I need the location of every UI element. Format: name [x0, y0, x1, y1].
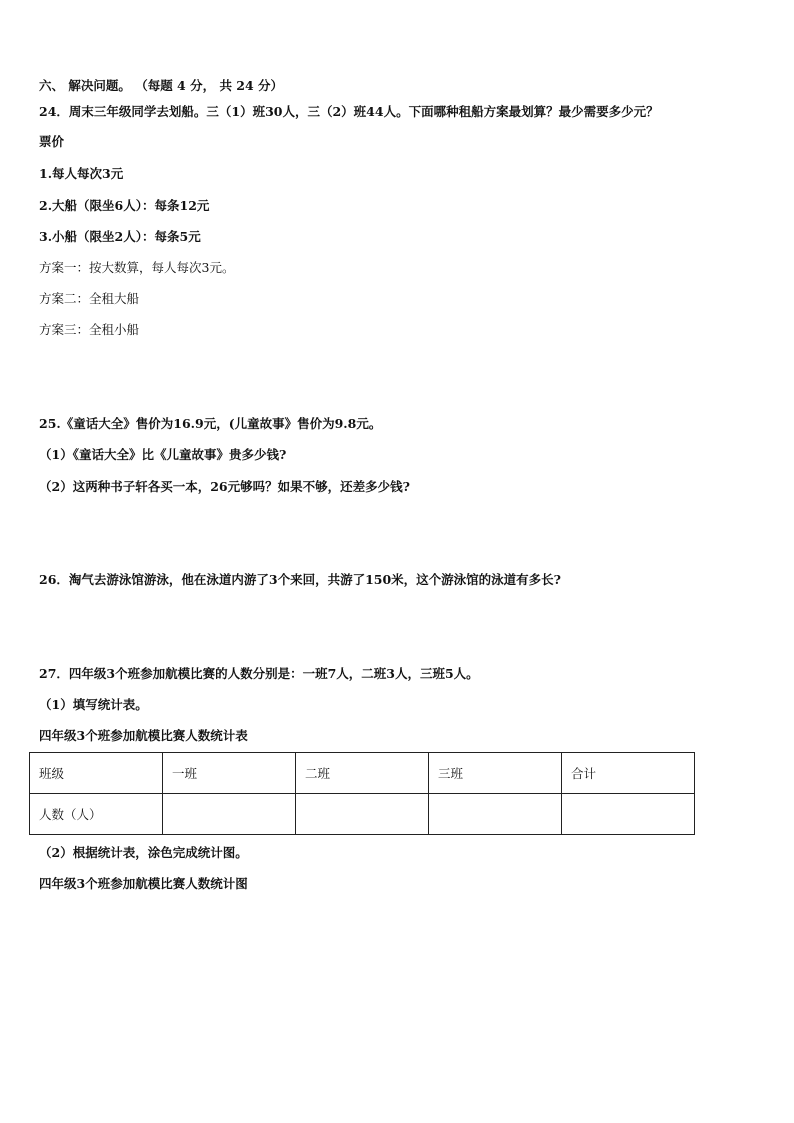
price-item-2: 2.大船（限坐6人）：每条12元 — [39, 198, 210, 213]
question-27-sub1: （1）填写统计表。 — [39, 697, 148, 712]
plan-3: 方案三：全租小船 — [39, 322, 140, 337]
table-header-cell: 一班 — [163, 753, 296, 794]
question-27-sub2: （2）根据统计表，涂色完成统计图。 — [39, 845, 248, 860]
plan-1: 方案一：按大数算，每人每次3元。 — [39, 260, 235, 275]
table-cell-blank[interactable] — [296, 794, 429, 835]
question-26-stem: 26．淘气去游泳馆游泳，他在泳道内游了3个来回，共游了150米，这个游泳馆的泳道有多长? — [39, 572, 562, 587]
price-item-1: 1.每人每次3元 — [39, 166, 124, 181]
plan-2: 方案二：全租大船 — [39, 291, 140, 306]
question-24-stem: 24．周末三年级同学去划船。三（1）班30人，三（2）班44人。下面哪种租船方案最划算？最少需要多少元？ — [39, 104, 659, 119]
price-title: 票价 — [39, 134, 65, 149]
table-header-cell: 三班 — [429, 753, 562, 794]
table-header-cell: 二班 — [296, 753, 429, 794]
statistics-table — [29, 752, 695, 835]
table-row — [30, 794, 695, 835]
table-cell-blank[interactable] — [163, 794, 296, 835]
question-25-stem: 25.《童话大全》售价为16.9元，(儿童故事》售价为9.8元。 — [39, 416, 382, 431]
table-cell-blank[interactable] — [562, 794, 695, 835]
chart-title: 四年级3个班参加航模比赛人数统计图 — [39, 876, 248, 891]
question-27-stem: 27．四年级3个班参加航模比赛的人数分别是：一班7人，二班3人，三班5人。 — [39, 666, 479, 681]
table-cell-blank[interactable] — [429, 794, 562, 835]
table-row-label: 人数（人） — [30, 794, 163, 835]
table-header-cell: 班级 — [30, 753, 163, 794]
section-heading: 六、 解决问题。 （每题 4 分， 共 24 分） — [39, 78, 284, 93]
table-header-cell: 合计 — [562, 753, 695, 794]
table-header-row — [30, 753, 695, 794]
question-25-sub2: （2）这两种书子轩各买一本，26元够吗？如果不够，还差多少钱? — [39, 479, 410, 494]
table-title: 四年级3个班参加航模比赛人数统计表 — [39, 728, 248, 743]
price-item-3: 3.小船（限坐2人）：每条5元 — [39, 229, 201, 244]
question-25-sub1: （1）《童话大全》比《儿童故事》贵多少钱? — [39, 447, 287, 462]
